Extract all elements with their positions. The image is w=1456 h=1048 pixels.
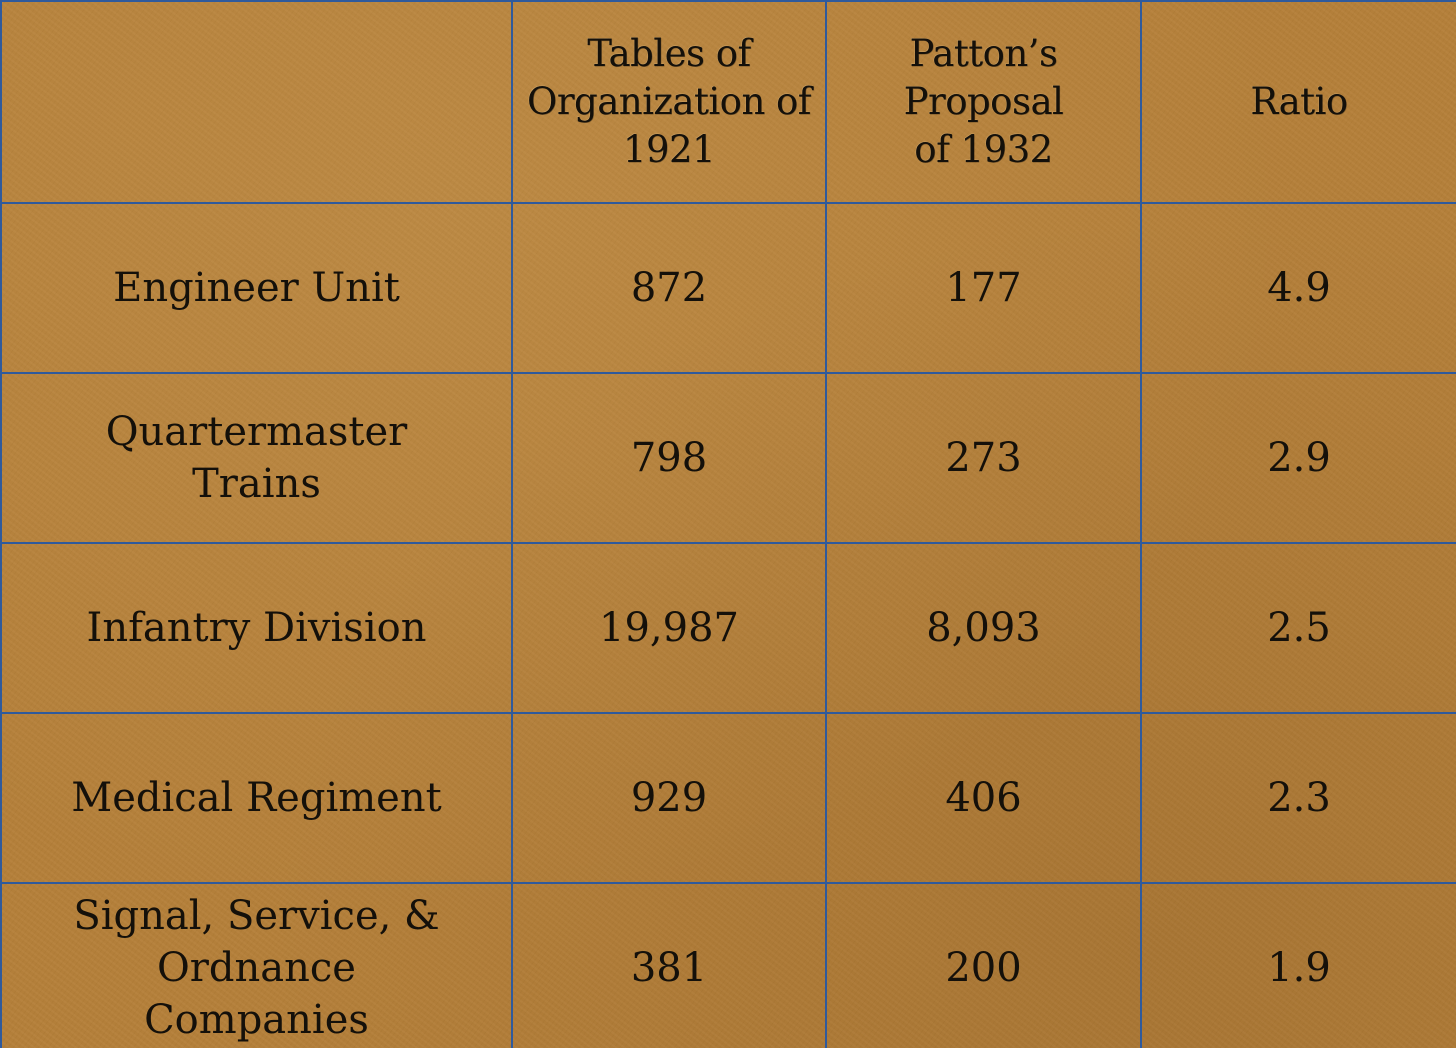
value-1921: 929 [512, 713, 826, 883]
value-ratio: 2.3 [1141, 713, 1456, 883]
value-1921: 381 [512, 883, 826, 1048]
value-ratio: 2.5 [1141, 543, 1456, 713]
value-ratio: 2.9 [1141, 373, 1456, 543]
table-row [1, 713, 1456, 883]
header-patton-1932: Patton’s Proposal of 1932 [826, 1, 1141, 203]
value-1932: 177 [826, 203, 1141, 373]
value-1921: 19,987 [512, 543, 826, 713]
value-ratio: 1.9 [1141, 883, 1456, 1048]
value-1921: 872 [512, 203, 826, 373]
row-label: Infantry Division [1, 543, 512, 713]
header-cell-empty [1, 1, 512, 203]
header-row [1, 1, 1456, 203]
value-1921: 798 [512, 373, 826, 543]
row-label: Medical Regiment [1, 713, 512, 883]
table-row [1, 373, 1456, 543]
table-row [1, 203, 1456, 373]
header-tables-1921: Tables of Organization of 1921 [512, 1, 826, 203]
header-ratio: Ratio [1141, 1, 1456, 203]
value-ratio: 4.9 [1141, 203, 1456, 373]
value-1932: 200 [826, 883, 1141, 1048]
table-row [1, 883, 1456, 1048]
row-label: Signal, Service, & Ordnance Companies [1, 883, 512, 1048]
value-1932: 406 [826, 713, 1141, 883]
row-label: Quartermaster Trains [1, 373, 512, 543]
row-label: Engineer Unit [1, 203, 512, 373]
table-row [1, 543, 1456, 713]
value-1932: 8,093 [826, 543, 1141, 713]
value-1932: 273 [826, 373, 1141, 543]
